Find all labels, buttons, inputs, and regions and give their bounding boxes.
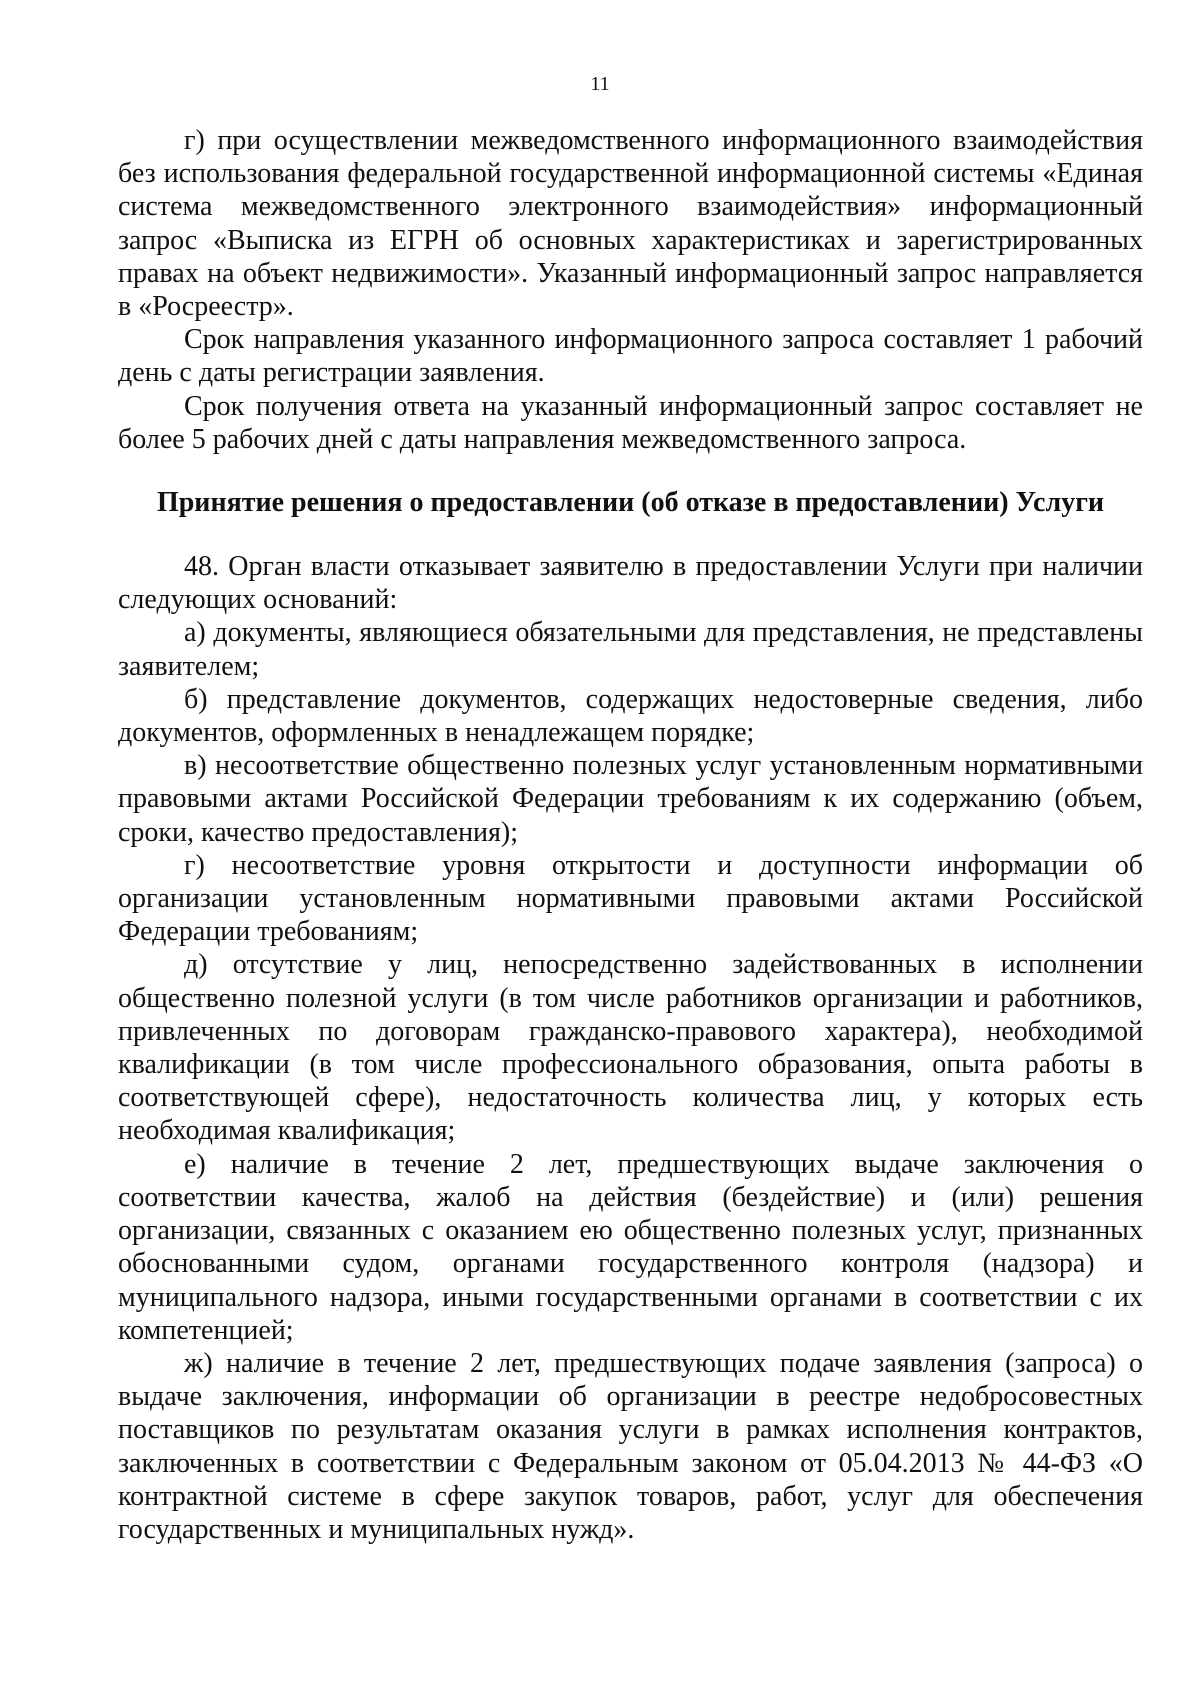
- list-item-d: д) отсутствие у лиц, непосредственно задействованных в исполнении общественно полезной услуги (в том числе работников организации и работников, привлеченных по договорам гражданско-правового характера), необходимой квалификации (в том числе профессионального образования, опыта работы в соответствующей сфере), недостаточность количества лиц, у которых есть необходимая квалификация;: [118, 949, 1143, 1147]
- list-item-b: б) представление документов, содержащих недостоверные сведения, либо документов, оформленных в ненадлежащем порядке;: [118, 683, 1143, 749]
- list-item-v: в) несоответствие общественно полезных услуг установленным нормативными правовыми актами Российской Федерации требованиям к их содержанию (объем, сроки, качество предоставления);: [118, 750, 1143, 848]
- paragraph-request-send-deadline: Срок направления указанного информационного запроса составляет 1 рабочий день с даты регистрации заявления.: [118, 324, 1143, 389]
- paragraph-item-g-interagency-request: г) при осуществлении межведомственного информационного взаимодействия без использования федеральной государственной информационной системы «Единая система межведомственного электронного взаимодействия» информационный запрос «Выписка из ЕГРН об основных характеристиках и зарегистрированных правах на объект недвижимости». Указанный информационный запрос направляется в «Росреестр».: [118, 125, 1143, 323]
- paragraph-48-refusal-grounds: 48. Орган власти отказывает заявителю в предоставлении Услуги при наличии следующих оснований:: [118, 551, 1143, 616]
- document-body: [118, 124, 1143, 1546]
- list-item-zh: ж) наличие в течение 2 лет, предшествующих подаче заявления (запроса) о выдаче заключения, информации об организации в реестре недобросовестных поставщиков по результатам оказания услуги в рамках исполнения контрактов, заключенных в соответствии с Федеральным законом от 05.04.2013 № 44-ФЗ «О контрактной системе в сфере закупок товаров, работ, услуг для обеспечения государственных и муниципальных нужд».: [118, 1347, 1143, 1545]
- section-heading-decision: Принятие решения о предоставлении (об отказе в предоставлении) Услуги: [156, 487, 1105, 519]
- paragraph-response-deadline: Срок получения ответа на указанный информационный запрос составляет не более 5 рабочих дней с даты направления межведомственного запроса.: [118, 390, 1143, 455]
- list-item-g: г) несоответствие уровня открытости и доступности информации об организации установленным нормативными правовыми актами Российской Федерации требованиям;: [118, 849, 1143, 948]
- page-number: 11: [590, 73, 610, 95]
- list-item-a: а) документы, являющиеся обязательными для представления, не представлены заявителем;: [118, 617, 1143, 682]
- list-item-e: е) наличие в течение 2 лет, предшествующих выдаче заключения о соответствии качества, жалоб на действия (бездействие) и (или) решения организации, связанных с оказанием ею общественно полезных услуг, признанных обоснованными судом, органами государственного контроля (надзора) и муниципального надзора, иными государственными органами в соответствии с их компетенцией;: [118, 1148, 1143, 1346]
